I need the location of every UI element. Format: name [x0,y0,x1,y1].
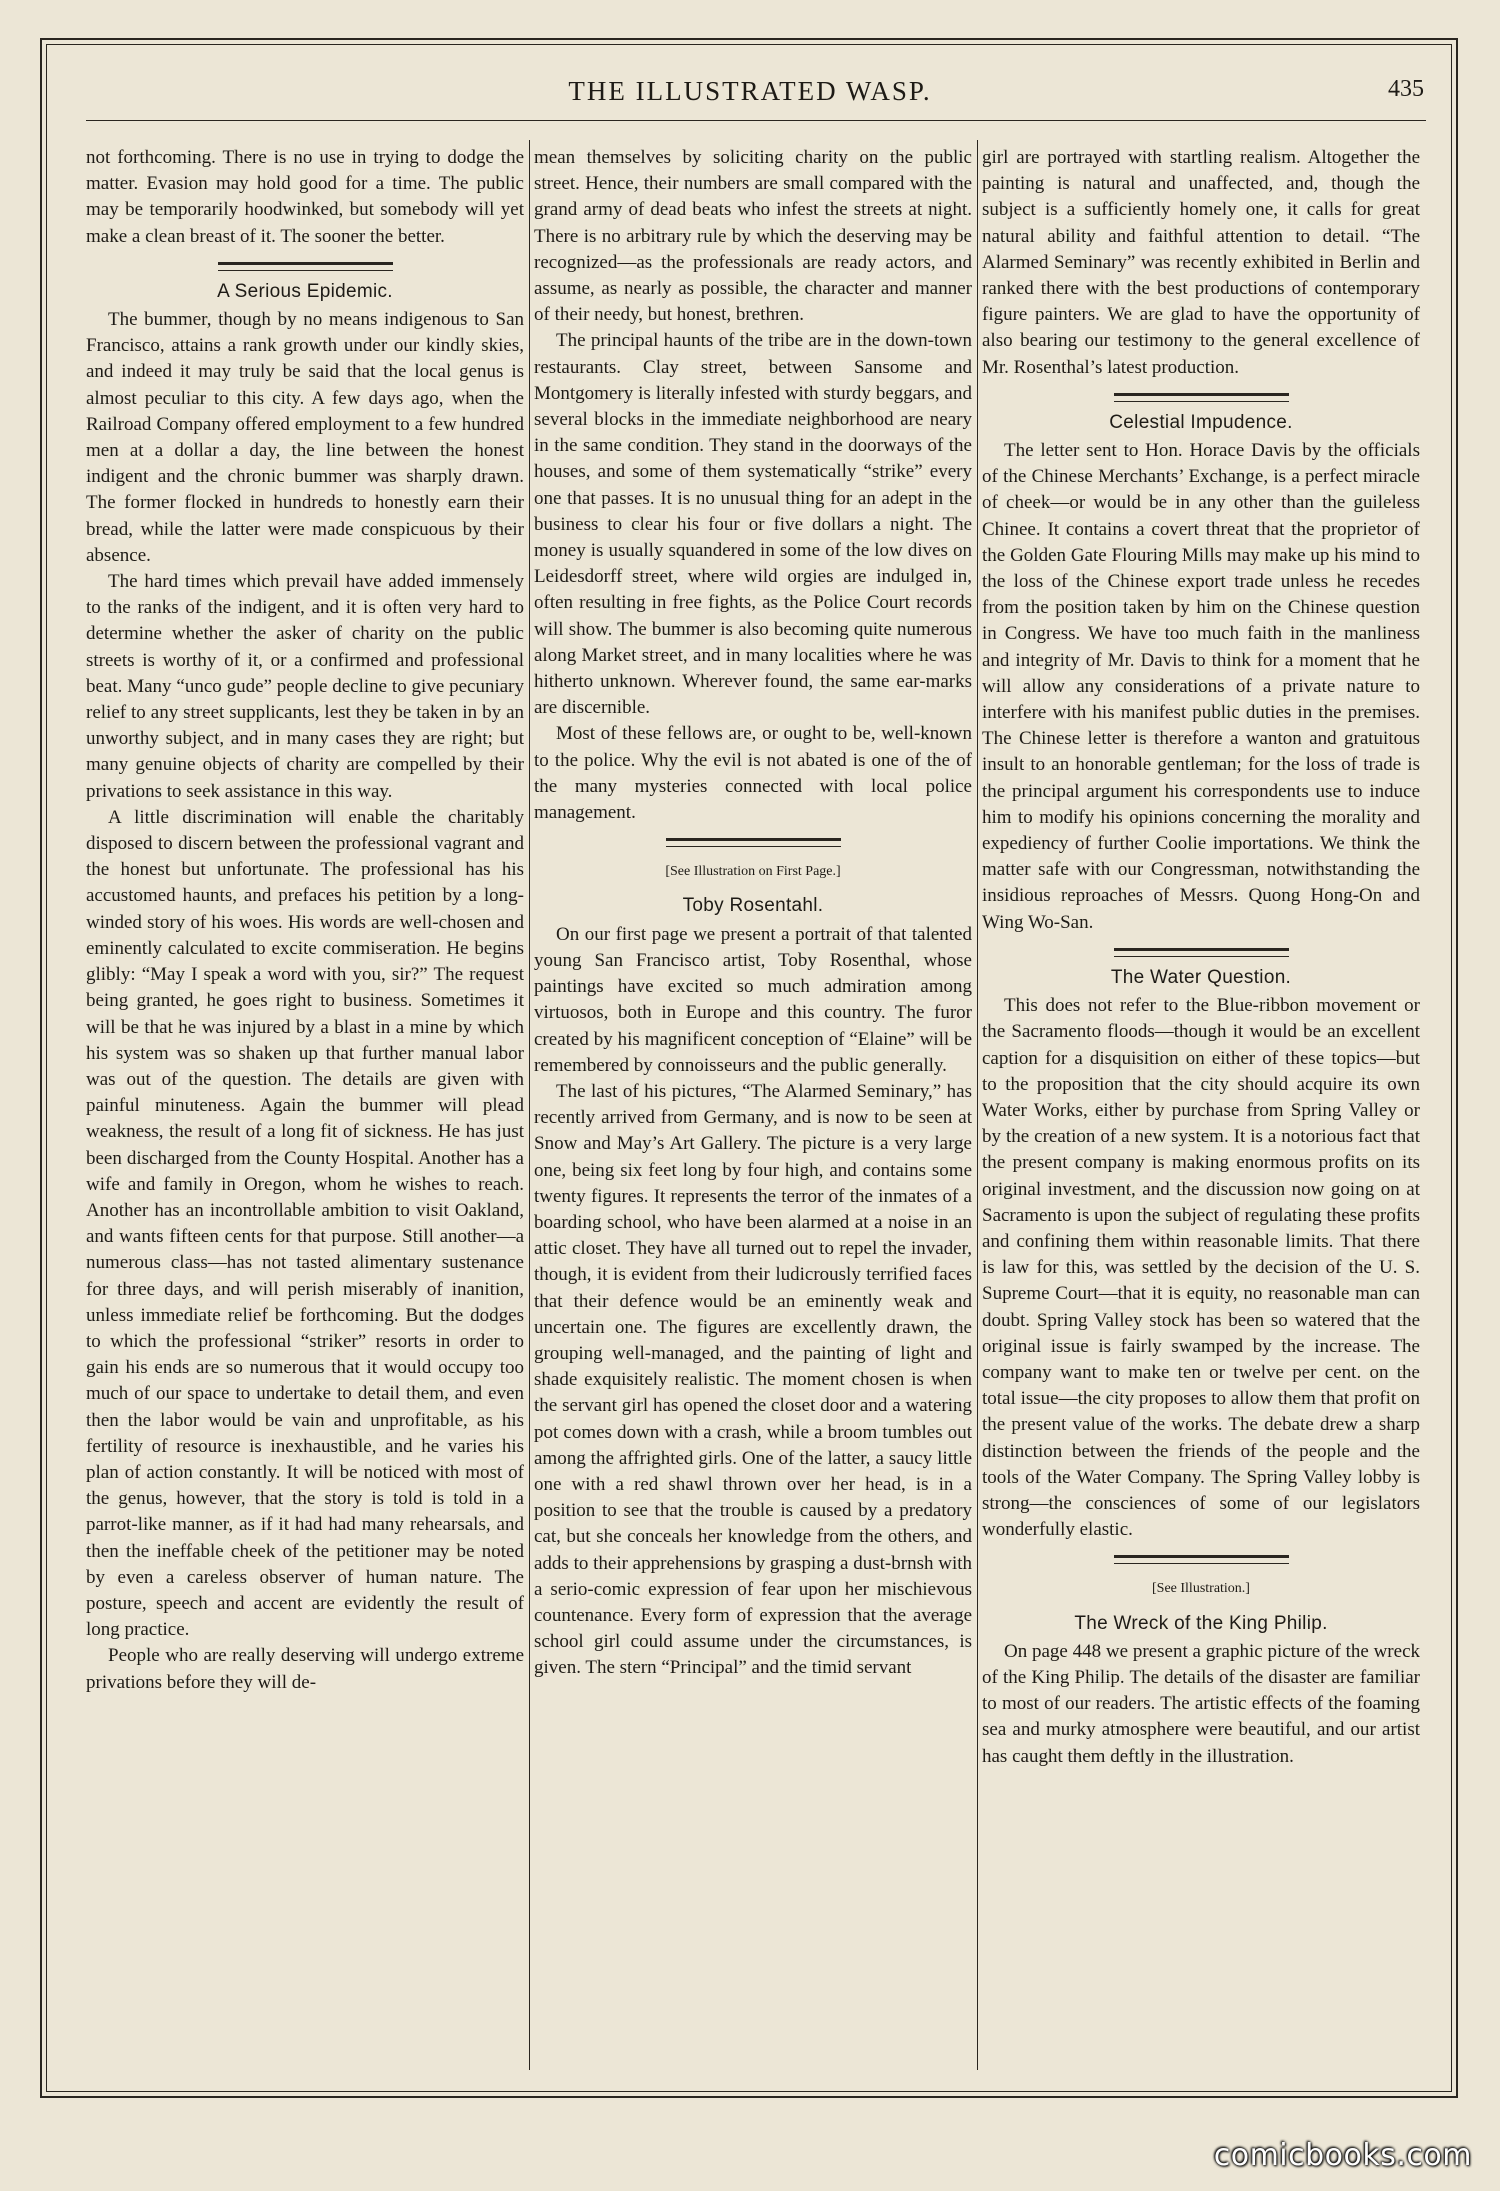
paragraph: People who are really deserving will undergo extreme privations before they will de- [86,1645,524,1693]
illustration-note: [See Illustration.] [1152,1581,1250,1597]
paragraph: The hard times which prevail have added immensely to the ranks of the indigent, and it is often very hard to determine whether the asker of charity on the public streets is worthy of it, or a confirmed and professional beat. Many “unco gude” people decline to give pecuniary relief to any street supplicants, lest they be taken in by an unworthy subject, and in many cases they are right; but many genuine objects of charity are compelled by their privations to seek assistance in this way. [86,571,524,802]
illustration-note: [See Illustration on First Page.] [665,864,841,880]
running-header [0,74,1500,114]
publication-title: THE ILLUSTRATED WASP. [568,76,932,106]
column-2 [534,145,972,2070]
paragraph: Most of these fellows are, or ought to be, well-known to the police. Why the evil is not abated is one of the of the many mysteries connected with local police management. [534,723,972,824]
header-rule [86,120,1426,121]
column-3 [982,145,1420,2070]
paragraph: A little discrimination will enable the charitably disposed to discern between the professional vagrant and the honest but unfortunate. The professional has his accustomed haunts, and prefaces his petition by a long-winded story of his woes. His words are well-chosen and eminently calculated to excite commiseration. He begins glibly: “May I speak a word with you, sir?” The request being granted, he goes right to business. Sometimes it will be that he was injured by a blast in a mine by which his system was so shaken up that further manual labor was out of the question. The details are given with painful minuteness. Again the bummer will plead weakness, the result of a long fit of sickness. He has just been discharged from the County Hospital. Another has a wife and family in Oregon, whom he wishes to reach. Another has an incontrollable ambition to visit Oakland, and wants fifteen cents for that purpose. Still another—a numerous class—has not tasted alimentary sustenance for three days, and will perish miserably of inanition, unless immediate relief be forthcoming. But the dodges to which the professional “striker” resorts in order to gain his ends are so numerous that it would occupy too much of our space to undertake to detail them, and even then the labor would be vain and unprofitable, as his fertility of resource is inexhaustible, and he varies his plan of action constantly. It will be noticed with most of the genus, however, that the story is told is told in a parrot-like manner, as if it had had many rehearsals, and then the ineffable cheek of the petitioner may be noted by even a careless observer of human nature. The posture, speech and accent are evidently the result of long practice. [86,806,524,1641]
column-1 [86,145,524,2070]
section-divider [1114,393,1289,402]
paragraph: On page 448 we present a graphic picture of the wreck of the King Philip. The details of the disaster are familiar to most of our readers. The artistic effects of the foaming sea and murky atmosphere were beautiful, and our artist has caught them deftly in the illustration. [982,1640,1420,1767]
article-heading: A Serious Epidemic. [217,280,393,302]
paragraph: The letter sent to Hon. Horace Davis by the officials of the Chinese Merchants’ Exchange, is a perfect miracle of cheek—or would be in any other than the guileless Chinee. It contains a covert threat that the proprietor of the Golden Gate Flouring Mills may make up his mind to the loss of the Chinese export trade unless he recedes from the position taken by him on the Chinese question in Congress. We have too much faith in the manliness and integrity of Mr. Davis to think for a moment that he will allow any considerations of a private nature to interfere with his manifest public duties in the premises. The Chinese letter is therefore a wanton and gratuitous insult to an honorable gentleman; for the loss of trade is the principal argument his correspondents use to induce him to modify his opinions concerning the morality and expediency of further Coolie importations. We think the matter safe with our Congressman, notwithstanding the insidious reproaches of Messrs. Quong Hong-On and Wing Wo-San. [982,440,1420,933]
site-watermark: comicbooks.com [1213,2138,1472,2173]
paragraph: mean themselves by soliciting charity on the public street. Hence, their numbers are small compared with the grand army of dead beats who infest the streets at night. There is no arbitrary rule by which the deserving may be recognized—as the professionals are ready actors, and assume, as nearly as possible, the character and manner of their needy, but honest, brethren. [534,147,972,326]
article-columns [86,145,1426,2070]
paragraph: girl are portrayed with startling realism. Altogether the painting is natural and unaffected, and, though the subject is a sufficiently homely one, it calls for great natural ability and faithful attention to detail. “The Alarmed Seminary” was recently exhibited in Berlin and ranked there with the best productions of contemporary figure painters. We are glad to have the opportunity of also bearing our testimony to the general excellence of Mr. Rosenthal’s latest production. [982,147,1420,378]
paragraph: The bummer, though by no means indigenous to San Francisco, attains a rank growth under our kindly skies, and indeed it may truly be said that the local genus is almost peculiar to this city. A few days ago, when the Railroad Company offered employment to a few hundred men at a dollar a day, the line between the honest indigent and the chronic bummer was sharply drawn. The former flocked in hundreds to honestly earn their bread, while the latter were made conspicuous by their absence. [86,309,524,566]
article-heading: Toby Rosentahl. [682,895,824,917]
article-heading: The Water Question. [1110,966,1292,988]
section-divider [666,838,841,847]
paragraph: The principal haunts of the tribe are in the down-town restaurants. Clay street, between Sansome and Montgomery is literally infested with sturdy beggars, and several blocks in the immediate neighborhood are neary in the same condition. They stand in the doorways of the houses, and some of them systematically “strike” every one that passes. It is no unusual thing for an adept in the business to clear his four or five dollars a night. The money is usually squandered in some of the low dives on Leidesdorff street, where wild orgies are indulged in, often resulting in free fights, as the Police Court records will show. The bummer is also becoming quite numerous along Market street, and in many localities where he was hitherto unknown. Wherever found, the same ear-marks are discernible. [534,330,972,719]
section-divider [1114,948,1289,957]
page-number: 435 [1388,76,1424,102]
paragraph: not forthcoming. There is no use in trying to dodge the matter. Evasion may hold good for a time. The public may be temporarily hoodwinked, but somebody will yet make a clean breast of it. The sooner the better. [86,147,524,247]
article-heading: Celestial Impudence. [1109,411,1293,433]
article-heading: The Wreck of the King Philip. [1074,1612,1328,1634]
paragraph: This does not refer to the Blue-ribbon movement or the Sacramento floods—though it would be an excellent caption for a disquisition on either of these topics—but to the proposition that the city should acquire its own Water Works, either by purchase from Spring Valley or by the creation of a new system. It is a notorious fact that the present company is making enormous profits on its original investment, and the discussion now going on at Sacramento is upon the subject of regulating these profits and confining them within reasonable limits. That there is law for this, was settled by the decision of the U. S. Supreme Court—that it is equity, no reasonable man can doubt. Spring Valley stock has been so watered that the original issue is fairly swamped by the increase. The company want to make ten or twelve per cent. on the total issue—the city proposes to allow them that profit on the present value of the works. The debate drew a sharp distinction between the friends of the people and the tools of the Water Company. The Spring Valley lobby is strong—the consciences of some of our legislators wonderfully elastic. [982,995,1420,1541]
section-divider [1114,1555,1289,1564]
paragraph: On our first page we present a portrait of that talented young San Francisco artist, Toby Rosenthal, whose paintings have excited so much admiration among virtuosos, both in Europe and this country. The furor created by his magnificent conception of “Elaine” will be remembered by connoisseurs and the public generally. [534,923,972,1076]
paragraph: The last of his pictures, “The Alarmed Seminary,” has recently arrived from Germany, and is now to be seen at Snow and May’s Art Gallery. The picture is a very large one, being six feet long by four high, and contains some twenty figures. It represents the terror of the inmates of a boarding school, who have been alarmed at a noise in an attic closet. They have all turned out to repel the invader, though, it is evident from their ludicrously terrified faces that their defence would be an eminently weak and uncertain one. The figures are excellently drawn, the grouping well-managed, and the painting of light and shade exquisitely realistic. The moment chosen is when the servant girl has opened the closet door and a watering pot comes down with a crash, while a broom tumbles out among the affrighted girls. One of the latter, a saucy little one with a red shawl thrown over her head, is in a position to see that the trouble is caused by a predatory cat, but she conceals her knowledge from the others, and adds to their apprehensions by grasping a dust-brnsh with a serio-comic expression of fear upon her mischievous countenance. Every form of expression that the average school girl could assume under the circumstances, is given. The stern “Principal” and the timid servant [534,1080,972,1679]
section-divider [218,262,393,271]
